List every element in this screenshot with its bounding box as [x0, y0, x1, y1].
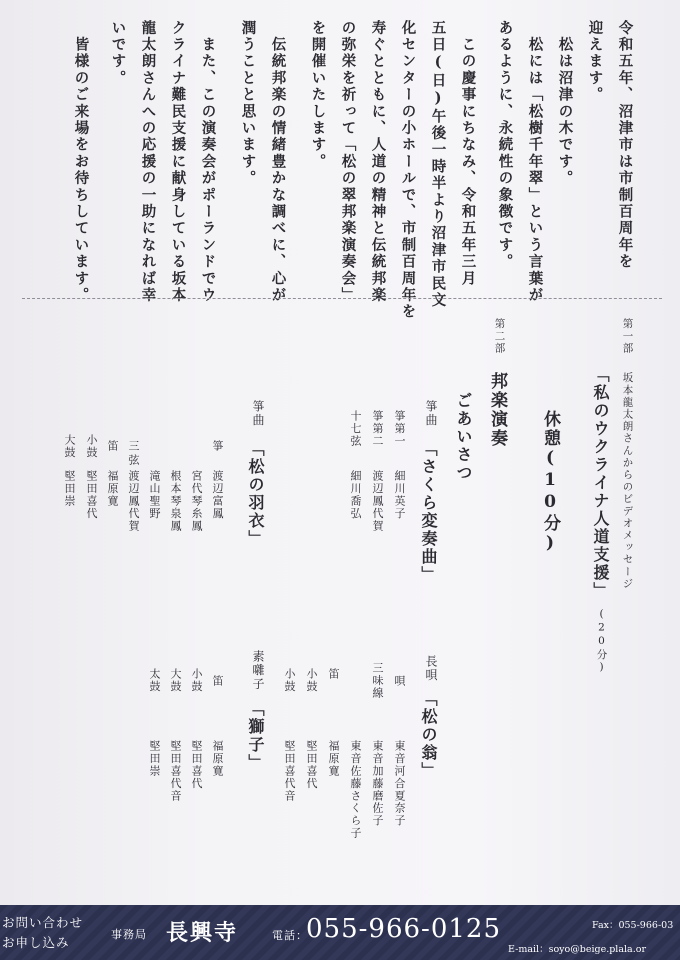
greeting-line: 迎えます。: [586, 20, 604, 104]
sakura-name: 細川英子: [393, 470, 406, 520]
application-line: お申し込み: [2, 935, 70, 950]
okina-role: 三味線: [371, 662, 384, 700]
shishi-role: 太鼓: [148, 668, 161, 693]
greeting-line: を開催いたします。: [309, 20, 327, 171]
sakura-role: 十七弦: [349, 410, 362, 448]
intermission: 休憩(10分): [540, 410, 560, 555]
shishi-role: 笛: [211, 675, 224, 689]
okina-role: 小鼓: [305, 668, 318, 693]
greeting-line: あるように、永続性の象徴です。: [496, 20, 514, 271]
matsunoha-name: 堅田喜代: [85, 470, 98, 520]
okina-role: 唄: [393, 675, 406, 689]
matsunoha-role: 三弦: [127, 440, 140, 468]
matsunoha-name: 渡辺鳳代賀: [127, 470, 140, 532]
opening-remarks: ごあいさつ: [454, 392, 473, 482]
matsunoha-role: 大鼓: [63, 434, 76, 459]
matsunoha-name: 宮代琴糸鳳: [190, 470, 203, 532]
matsunoha-role: 小鼓: [85, 434, 98, 459]
matsunoha-name: 堅田崇: [63, 470, 76, 508]
fold-divider: [22, 298, 662, 299]
inquiry-line: お問い合わせ: [2, 915, 84, 930]
contact-footer: [0, 905, 680, 960]
okina-genre: 長唄: [424, 655, 438, 683]
shishi-role: 大鼓: [169, 668, 182, 693]
sakura-role: 箏第二: [371, 410, 384, 448]
matsunoha-name: 渡辺富鳳: [211, 470, 224, 520]
matsunoha-role: 笛: [106, 440, 119, 454]
greeting-line: 龍太朗さんへの応援の一助になれば幸: [139, 20, 157, 304]
greeting-line: 化センターの小ホールで、市制百周年を: [399, 20, 417, 321]
matsunoha-genre: 箏曲: [251, 400, 265, 428]
greeting-line: の弥栄を祈って「松の翠邦楽演奏会」: [339, 20, 357, 304]
shishi-title: 「獅子」: [246, 700, 265, 772]
matsunoha-name: 根本琴泉鳳: [169, 470, 182, 532]
shishi-name: 堅田喜代音: [169, 740, 182, 802]
greeting-line: 皆様のご来場をお待ちしています。: [72, 20, 90, 304]
shishi-name: 堅田崇: [148, 740, 161, 778]
okina-name: 東音佐藤さくら子: [349, 740, 362, 840]
inquiry-label: [2, 913, 83, 953]
greeting-line: 潤うことと思います。: [239, 20, 257, 187]
greeting-line: 五日(日)午後一時半より沼津市民文: [429, 20, 447, 309]
phone-number[interactable]: 055-966-0125: [306, 914, 501, 944]
okina-name: 東音河合夏奈子: [393, 740, 406, 827]
part1-label: 第一部: [621, 318, 634, 355]
okina-role: 小鼓: [283, 668, 296, 693]
part2-title: 邦楽演奏: [487, 372, 507, 448]
part2-label: 第二部: [493, 318, 506, 355]
greeting-line: 寿ぐとともに、人道の精神と伝統邦楽: [369, 20, 387, 304]
office-label: 事務局: [111, 928, 147, 941]
greeting-line: この慶事にちなみ、令和五年三月: [459, 20, 477, 288]
greeting-line: 松は沼津の木です。: [556, 20, 574, 187]
okina-name: 堅田喜代: [305, 740, 318, 790]
part1-duration: (20分): [595, 608, 608, 675]
greeting-line: 令和五年、沼津市は市制百周年を: [616, 20, 634, 271]
shishi-name: 福原寛: [211, 740, 224, 778]
email-address[interactable]: E-mail：soyo@beige.plala.or: [508, 944, 646, 955]
part1-video-message: 坂本龍太朗さんからのビデオメッセージ: [621, 372, 634, 590]
greeting-line: 松には「松樹千年翠」という言葉が: [526, 20, 544, 304]
sakura-name: 渡辺鳳代賀: [371, 470, 384, 532]
greeting-line: また、この演奏会がポーランドでウ: [199, 20, 217, 304]
matsunoha-name: 滝山聖野: [148, 470, 161, 520]
okina-name: 東音加藤磨佐子: [371, 740, 384, 827]
greeting-line: 伝統邦楽の情緒豊かな調べに、心が: [269, 20, 287, 304]
greeting-line: いです。: [109, 20, 127, 87]
okina-name: 堅田喜代音: [283, 740, 296, 802]
fax-number: Fax：055-966-03: [592, 920, 674, 931]
okina-role: 笛: [327, 668, 340, 682]
shishi-name: 堅田喜代: [190, 740, 203, 790]
shishi-genre: 素囃子: [251, 650, 265, 691]
shishi-role: 小鼓: [190, 668, 203, 693]
matsunoha-name: 福原寛: [106, 470, 119, 508]
part1-title: 「私のウクライナ人道支援」: [591, 366, 610, 600]
matsunoha-title: 「松の羽衣」: [246, 440, 265, 548]
okina-name: 福原寛: [327, 740, 340, 778]
sakura-title: 「さくら変奏曲」: [419, 440, 438, 584]
okina-title: 「松の翁」: [419, 690, 438, 780]
phone-label: 電話：: [272, 929, 308, 942]
office-name: 長興寺: [166, 920, 239, 946]
matsunoha-role: 箏: [211, 440, 224, 454]
sakura-genre: 箏曲: [424, 400, 438, 428]
sakura-name: 細川喬弘: [349, 470, 362, 520]
greeting-line: クライナ難民支援に献身している坂本: [169, 20, 187, 304]
sakura-role: 箏第一: [393, 410, 406, 448]
